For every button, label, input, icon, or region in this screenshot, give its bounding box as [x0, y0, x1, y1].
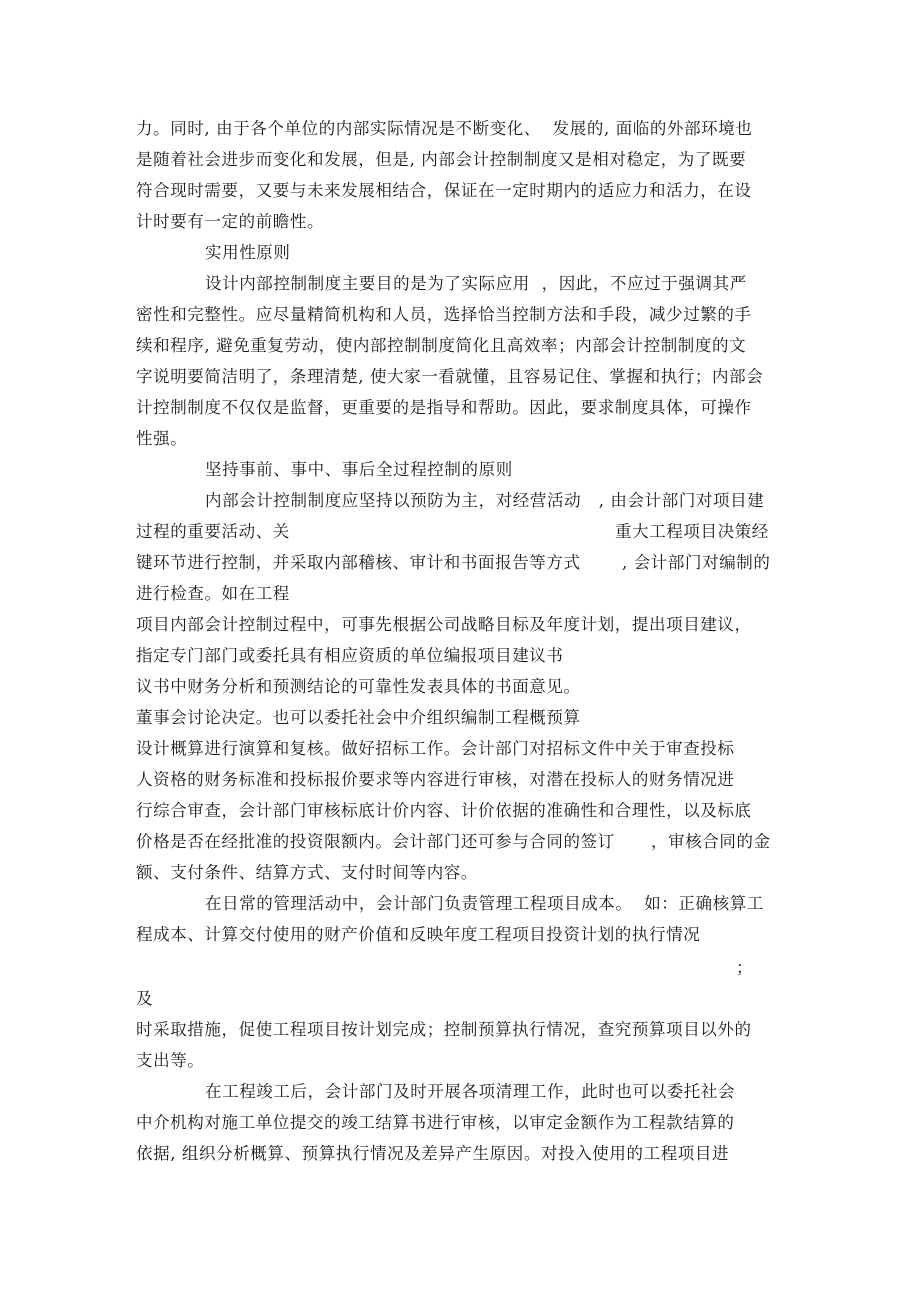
text-line: 时采取措施，促使工程项目按计划完成；控制预算执行情况，查究预算项目以外的 — [136, 1020, 752, 1039]
text-line: 中介机构对施工单位提交的竣工结算书进行审核，以审定金额作为工程款结算的 — [136, 1113, 735, 1132]
text-line: 是随着社会进步而变化和发展，但是, 内部会计控制制度又是相对稳定，为了既要 — [136, 150, 747, 169]
text-line: 设计内部控制制度主要目的是为了实际应用 ，因此，不应过于强调其严 — [205, 274, 747, 293]
text-line: 董事会讨论决定。也可以委托社会中介组织编制工程概预算 — [136, 708, 581, 727]
text-line: 性强。 — [136, 429, 188, 448]
text-line: 字说明要简洁明了，条理清楚, 使大家一看就懂，且容易记住、掌握和执行；内部会 — [136, 367, 764, 386]
text-line: 键环节进行控制，并采取内部稽核、审计和书面报告等方式 — [136, 553, 581, 572]
text-line: 议书中财务分析和预测结论的可靠性发表具体的书面意见。 — [136, 677, 581, 696]
text-line: 项目内部会计控制过程中，可事先根据公司战略目标及年度计划，提出项目建议， — [136, 615, 752, 634]
section-heading: 坚持事前、事中、事后全过程控制的原则 — [205, 460, 513, 479]
text-line: 指定专门部门或委托具有相应资质的单位编报项目建议书 — [136, 646, 564, 665]
text-line: 过程的重要活动、关 — [136, 522, 290, 541]
text-line: ，审核合同的金 — [651, 832, 771, 851]
text-line: ； — [736, 958, 754, 977]
text-line: 力。同时, 由于各个单位的内部实际情况是不断变化、 发展的, 面临的外部环境也 — [136, 119, 753, 138]
text-line: 依据, 组织分析概算、预算执行情况及差异产生原因。对投入使用的工程项目进 — [136, 1144, 730, 1163]
text-line: 进行检查。如在工程 — [136, 584, 290, 603]
text-line: 在日常的管理活动中，会计部门负责管理工程项目成本。 如：正确核算工 — [205, 894, 764, 913]
text-line: 内部会计控制制度应坚持以预防为主，对经营活动 , 由会计部门对项目建 — [205, 491, 765, 510]
text-line: 重大工程项目决策经 — [615, 522, 769, 541]
text-line: 续和程序, 避免重复劳动，使内部控制制度简化且高效率；内部会计控制制度的文 — [136, 336, 747, 355]
text-line: 额、支付条件、结算方式、支付时间等内容。 — [136, 863, 478, 882]
text-line: 计时要有一定的前瞻性。 — [136, 212, 325, 231]
text-line: 支出等。 — [136, 1051, 205, 1070]
section-heading: 实用性原则 — [205, 243, 291, 262]
text-line: 符合现时需要，又要与未来发展相结合，保证在一定时期内的适应力和活力，在设 — [136, 181, 752, 200]
text-line: 行综合审查，会计部门审核标底计价内容、计价依据的准确性和合理性，以及标底 — [136, 801, 752, 820]
text-line: 及 — [136, 989, 154, 1008]
text-line: 在工程竣工后，会计部门及时开展各项清理工作，此时也可以委托社会 — [205, 1082, 736, 1101]
text-line: 价格是否在经批准的投资限额内。会计部门还可参与合同的签订 — [136, 832, 615, 851]
text-line: , 会计部门对编制的 — [622, 553, 771, 572]
text-line: 密性和完整性。应尽量精简机构和人员，选择恰当控制方法和手段，减少过繁的手 — [136, 305, 752, 324]
text-line: 程成本、计算交付使用的财产价值和反映年度工程项目投资计划的执行情况 — [136, 925, 701, 944]
text-line: 计控制制度不仅仅是监督，更重要的是指导和帮助。因此，要求制度具体，可操作 — [136, 398, 752, 417]
text-line: 人资格的财务标准和投标报价要求等内容进行审核，对潜在投标人的财务情况进 — [136, 770, 735, 789]
text-line: 设计概算进行演算和复核。做好招标工作。会计部门对招标文件中关于审查投标 — [136, 739, 735, 758]
